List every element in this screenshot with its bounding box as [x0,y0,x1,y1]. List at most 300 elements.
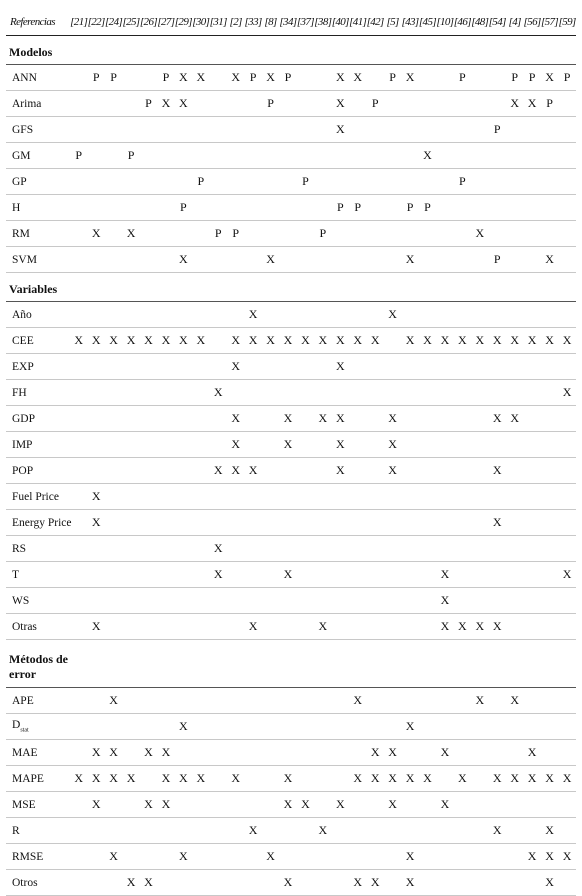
table-cell [314,195,331,221]
table-cell [314,91,331,117]
table-cell [279,143,296,169]
table-cell: X [506,328,523,354]
table-cell [192,117,209,143]
table-cell [454,432,471,458]
table-cell [314,117,331,143]
table-cell [244,714,261,740]
table-cell: P [558,65,576,91]
table-cell: X [87,766,104,792]
table-cell: X [87,792,104,818]
table-cell [384,688,401,714]
table-cell [558,221,576,247]
table-cell [279,458,296,484]
table-cell [541,688,558,714]
table-cell [419,614,436,640]
table-cell: X [332,117,349,143]
table-cell [506,169,523,195]
table-cell [523,169,540,195]
table-cell [105,143,122,169]
table-cell: P [175,195,192,221]
table-cell [175,302,192,328]
table-cell [419,484,436,510]
table-cell [279,688,296,714]
table-cell [471,302,488,328]
table-cell: X [87,221,104,247]
table-cell [419,117,436,143]
table-cell: X [157,792,174,818]
table-row [6,714,576,740]
table-cell [419,844,436,870]
table-cell: X [262,328,279,354]
table-cell [454,117,471,143]
table-cell [210,247,227,273]
table-cell [506,354,523,380]
table-cell: X [105,844,122,870]
table-cell [454,354,471,380]
table-cell [471,766,488,792]
table-cell [279,844,296,870]
table-cell [541,195,558,221]
table-cell [558,740,576,766]
table-cell [140,169,157,195]
row-label: Año [6,302,70,328]
table-row [6,247,576,273]
table-cell [122,562,139,588]
table-cell [366,536,383,562]
table-cell: P [297,169,314,195]
table-cell: X [401,870,418,896]
table-cell: X [401,844,418,870]
table-cell [541,380,558,406]
table-cell [262,143,279,169]
table-cell [192,510,209,536]
table-cell [279,484,296,510]
table-row [6,380,576,406]
table-cell: X [523,740,540,766]
table-cell [87,195,104,221]
row-label: H [6,195,70,221]
table-cell [157,844,174,870]
table-cell [210,143,227,169]
table-row [6,614,576,640]
table-cell [523,432,540,458]
table-cell: X [541,65,558,91]
table-cell [366,221,383,247]
table-cell [314,844,331,870]
table-cell: X [279,328,296,354]
table-cell [279,380,296,406]
table-cell [523,406,540,432]
table-cell [227,614,244,640]
table-cell [401,562,418,588]
ref-header: [38] [314,9,331,36]
table-cell [471,354,488,380]
section-spacer [70,640,576,688]
table-cell [210,792,227,818]
table-cell: X [122,328,139,354]
table-cell [105,221,122,247]
ref-header: [41] [349,9,366,36]
table-cell [558,588,576,614]
table-cell: P [523,65,540,91]
table-cell [558,169,576,195]
table-cell [332,740,349,766]
table-cell [366,354,383,380]
table-cell: X [489,328,506,354]
table-cell [210,688,227,714]
table-cell [279,818,296,844]
table-row [6,302,576,328]
table-cell [175,221,192,247]
ref-header: [46] [454,9,471,36]
table-cell: X [523,91,540,117]
table-cell [506,844,523,870]
row-label: R [6,818,70,844]
table-cell: P [384,65,401,91]
table-cell [210,117,227,143]
table-cell [506,380,523,406]
table-cell [157,536,174,562]
table-cell [349,91,366,117]
ref-header: [42] [366,9,383,36]
table-cell [349,380,366,406]
table-cell [332,844,349,870]
table-cell: P [541,91,558,117]
table-cell [506,302,523,328]
table-cell [192,380,209,406]
table-cell [279,302,296,328]
table-cell [366,169,383,195]
table-cell [384,484,401,510]
table-cell [541,588,558,614]
table-cell [401,406,418,432]
table-cell [105,91,122,117]
table-cell: X [454,766,471,792]
header-row [6,9,576,36]
table-cell [506,510,523,536]
table-cell [210,328,227,354]
table-cell [436,380,453,406]
table-cell [558,714,576,740]
table-cell [419,169,436,195]
table-cell [349,432,366,458]
table-cell [140,117,157,143]
table-cell [140,844,157,870]
table-cell [122,195,139,221]
table-cell [157,221,174,247]
table-cell [227,169,244,195]
table-cell: X [279,432,296,458]
table-cell [262,792,279,818]
table-cell [262,740,279,766]
table-cell: P [192,169,209,195]
table-cell [297,302,314,328]
table-cell [87,536,104,562]
table-cell [471,536,488,562]
table-cell [454,510,471,536]
table-cell [454,714,471,740]
table-cell: X [489,818,506,844]
table-cell [419,792,436,818]
table-cell [70,65,87,91]
table-cell [471,714,488,740]
table-cell [349,247,366,273]
table-cell [454,406,471,432]
table-cell [558,91,576,117]
table-cell [541,562,558,588]
table-cell [122,614,139,640]
table-cell [489,688,506,714]
table-row [6,354,576,380]
table-cell [122,406,139,432]
table-cell: X [140,792,157,818]
table-row [6,870,576,896]
table-cell [122,247,139,273]
table-cell [70,380,87,406]
table-cell [140,354,157,380]
section-spacer [70,273,576,302]
table-cell [192,714,209,740]
ref-header: [57] [541,9,558,36]
table-cell [192,818,209,844]
table-cell [506,221,523,247]
table-cell [523,247,540,273]
table-cell: X [436,614,453,640]
table-cell: X [279,870,296,896]
table-cell [419,302,436,328]
table-cell [558,432,576,458]
table-cell [436,354,453,380]
table-cell [489,432,506,458]
table-cell [436,844,453,870]
table-cell [349,844,366,870]
table-cell [489,169,506,195]
table-cell [523,484,540,510]
table-row [6,844,576,870]
table-cell [558,458,576,484]
table-cell: X [227,354,244,380]
row-label-subscript: stat [20,727,29,734]
table-cell [262,688,279,714]
table-cell [70,432,87,458]
row-label: Fuel Price [6,484,70,510]
table-cell [192,221,209,247]
table-cell: X [210,562,227,588]
table-cell [419,65,436,91]
table-cell [541,484,558,510]
table-cell [349,458,366,484]
table-cell [70,818,87,844]
table-cell: X [471,688,488,714]
table-cell [506,458,523,484]
table-cell [297,740,314,766]
row-label: Otros [6,870,70,896]
table-cell: X [175,91,192,117]
table-cell [384,588,401,614]
table-cell [70,740,87,766]
table-cell [87,588,104,614]
table-cell [105,792,122,818]
table-cell [314,870,331,896]
table-cell [297,588,314,614]
table-cell [314,688,331,714]
table-cell [332,588,349,614]
table-cell [192,406,209,432]
table-cell [244,536,261,562]
table-cell [401,380,418,406]
table-cell [297,143,314,169]
table-cell [332,766,349,792]
table-cell [349,117,366,143]
table-cell [244,406,261,432]
table-cell [436,484,453,510]
table-cell [227,195,244,221]
table-cell [244,484,261,510]
table-cell [140,510,157,536]
table-cell [523,614,540,640]
table-cell [122,484,139,510]
table-cell: X [314,818,331,844]
table-cell [419,510,436,536]
table-cell [471,458,488,484]
table-cell: X [157,328,174,354]
table-cell: X [87,484,104,510]
section-title: Variables [6,273,70,302]
ref-header: [34] [279,9,296,36]
table-cell [70,195,87,221]
ref-header: [31] [210,9,227,36]
table-cell: P [349,195,366,221]
table-cell [436,143,453,169]
table-cell [244,870,261,896]
table-cell [157,818,174,844]
table-cell [262,818,279,844]
table-cell: X [332,65,349,91]
table-cell: P [244,65,261,91]
table-cell [279,247,296,273]
table-cell: X [366,740,383,766]
table-cell [366,432,383,458]
table-cell [157,169,174,195]
table-cell [227,302,244,328]
table-cell [489,221,506,247]
table-cell [227,714,244,740]
table-cell [140,458,157,484]
table-cell [349,740,366,766]
table-row [6,536,576,562]
table-cell [87,562,104,588]
table-cell [262,484,279,510]
table-cell [87,169,104,195]
table-cell [244,510,261,536]
table-cell [332,614,349,640]
table-cell [210,354,227,380]
table-cell [558,688,576,714]
table-cell [506,143,523,169]
table-cell [262,302,279,328]
table-cell [366,458,383,484]
table-cell [210,510,227,536]
table-cell [506,117,523,143]
table-cell: X [541,818,558,844]
table-cell [489,870,506,896]
table-cell [523,458,540,484]
table-cell [384,328,401,354]
table-cell [489,484,506,510]
table-cell [489,844,506,870]
table-cell: X [227,432,244,458]
table-cell [70,714,87,740]
table-cell [314,380,331,406]
table-cell [419,870,436,896]
table-cell [541,536,558,562]
table-cell [210,766,227,792]
table-cell [454,91,471,117]
table-cell [558,870,576,896]
table-cell [279,740,296,766]
table-cell: X [332,432,349,458]
table-cell [297,354,314,380]
table-cell [175,792,192,818]
table-cell [523,380,540,406]
table-cell: X [384,766,401,792]
table-cell [332,714,349,740]
table-row [6,688,576,714]
table-cell [105,562,122,588]
table-cell: X [506,406,523,432]
table-cell [349,484,366,510]
table-cell [70,562,87,588]
table-cell [314,169,331,195]
table-cell: X [384,740,401,766]
table-cell [349,588,366,614]
table-cell [541,792,558,818]
table-cell [105,510,122,536]
ref-header: [43] [401,9,418,36]
table-cell [419,432,436,458]
table-cell [523,221,540,247]
table-cell [384,536,401,562]
table-cell [140,432,157,458]
table-cell [454,844,471,870]
table-cell [454,221,471,247]
table-cell [210,870,227,896]
table-cell: X [227,766,244,792]
table-cell [314,562,331,588]
table-cell [297,65,314,91]
table-cell [384,714,401,740]
table-cell [227,844,244,870]
table-cell [262,380,279,406]
table-cell [227,792,244,818]
table-cell [192,432,209,458]
table-cell [227,688,244,714]
table-cell [157,195,174,221]
table-cell [192,844,209,870]
table-cell: X [332,458,349,484]
table-cell [506,714,523,740]
table-cell [175,432,192,458]
table-cell [87,688,104,714]
table-cell [122,91,139,117]
table-cell [332,510,349,536]
table-cell [558,818,576,844]
table-cell [105,536,122,562]
row-label: GDP [6,406,70,432]
table-cell [140,818,157,844]
table-cell [489,740,506,766]
table-cell [419,406,436,432]
